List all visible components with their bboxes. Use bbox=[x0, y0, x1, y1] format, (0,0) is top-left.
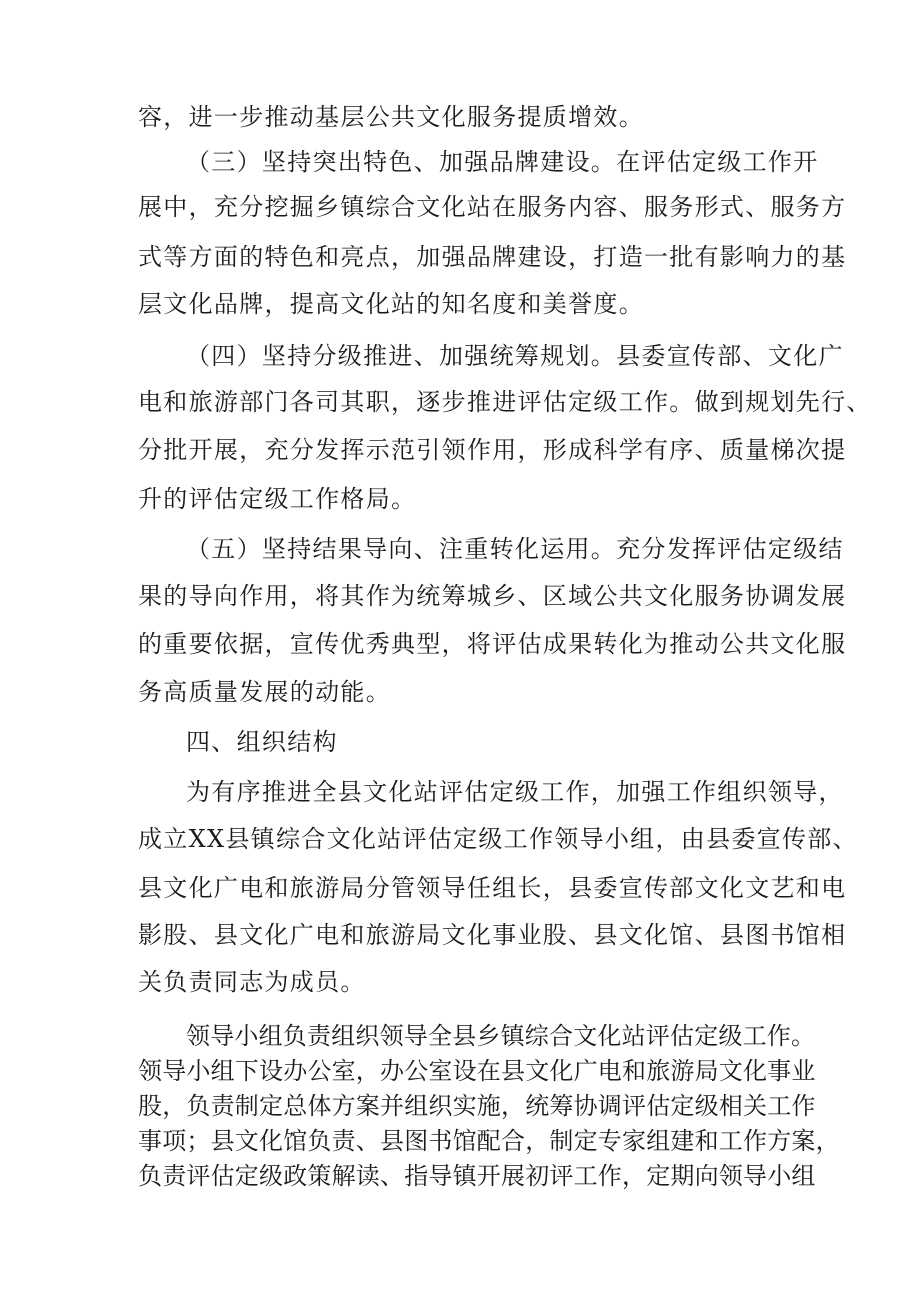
text-line: 影股、县文化广电和旅游局文化事业股、县文化馆、县图书馆相 bbox=[138, 921, 847, 949]
section-heading-line: （四）坚持分级推进、加强统筹规划。县委宣传部、文化广 bbox=[186, 342, 844, 370]
text-line: 领导小组负责组织领导全县乡镇综合文化站评估定级工作。 bbox=[186, 1022, 816, 1050]
text-line: 展中，充分挖掘乡镇综合文化站在服务内容、服务形式、服务方 bbox=[138, 193, 847, 221]
text-line: 容，进一步推动基层公共文化服务提质增效。 bbox=[138, 103, 644, 131]
text-line: 分批开展，充分发挥示范引领作用，形成科学有序、质量梯次提 bbox=[138, 436, 847, 464]
text-line: 电和旅游部门各司其职，逐步推进评估定级工作。做到规划先行、 bbox=[138, 388, 872, 416]
text-line: 为有序推进全县文化站评估定级工作，加强工作组织领导， bbox=[186, 778, 844, 806]
text-line: 式等方面的特色和亮点，加强品牌建设，打造一批有影响力的基 bbox=[138, 243, 847, 271]
text-line: 升的评估定级工作格局。 bbox=[138, 485, 417, 513]
text-line: 的重要依据，宣传优秀典型，将评估成果转化为推动公共文化服 bbox=[138, 630, 847, 658]
section-title: 四、组织结构 bbox=[186, 728, 338, 756]
section-heading-line: （五）坚持结果导向、注重转化运用。充分发挥评估定级结 bbox=[186, 535, 844, 563]
text-line: 务高质量发展的动能。 bbox=[138, 678, 391, 706]
section-heading-line: （三）坚持突出特色、加强品牌建设。在评估定级工作开 bbox=[186, 148, 819, 176]
text-line: 负责评估定级政策解读、指导镇开展初评工作，定期向领导小组 bbox=[138, 1162, 816, 1190]
text-line: 县文化广电和旅游局分管领导任组长，县委宣传部文化文艺和电 bbox=[138, 874, 847, 902]
text-line: 领导小组下设办公室，办公室设在县文化广电和旅游局文化事业 bbox=[138, 1057, 816, 1085]
text-line: 关负责同志为成员。 bbox=[138, 968, 366, 996]
text-line: 股，负责制定总体方案并组织实施，统筹协调评估定级相关工作 bbox=[138, 1092, 816, 1120]
text-line: 果的导向作用，将其作为统筹城乡、区域公共文化服务协调发展 bbox=[138, 582, 847, 610]
text-line: 层文化品牌，提高文化站的知名度和美誉度。 bbox=[138, 290, 644, 318]
text-line: 成立XX县镇综合文化站评估定级工作领导小组，由县委宣传部、 bbox=[138, 825, 858, 853]
text-line: 事项；县文化馆负责、县图书馆配合，制定专家组建和工作方案， bbox=[138, 1127, 840, 1155]
